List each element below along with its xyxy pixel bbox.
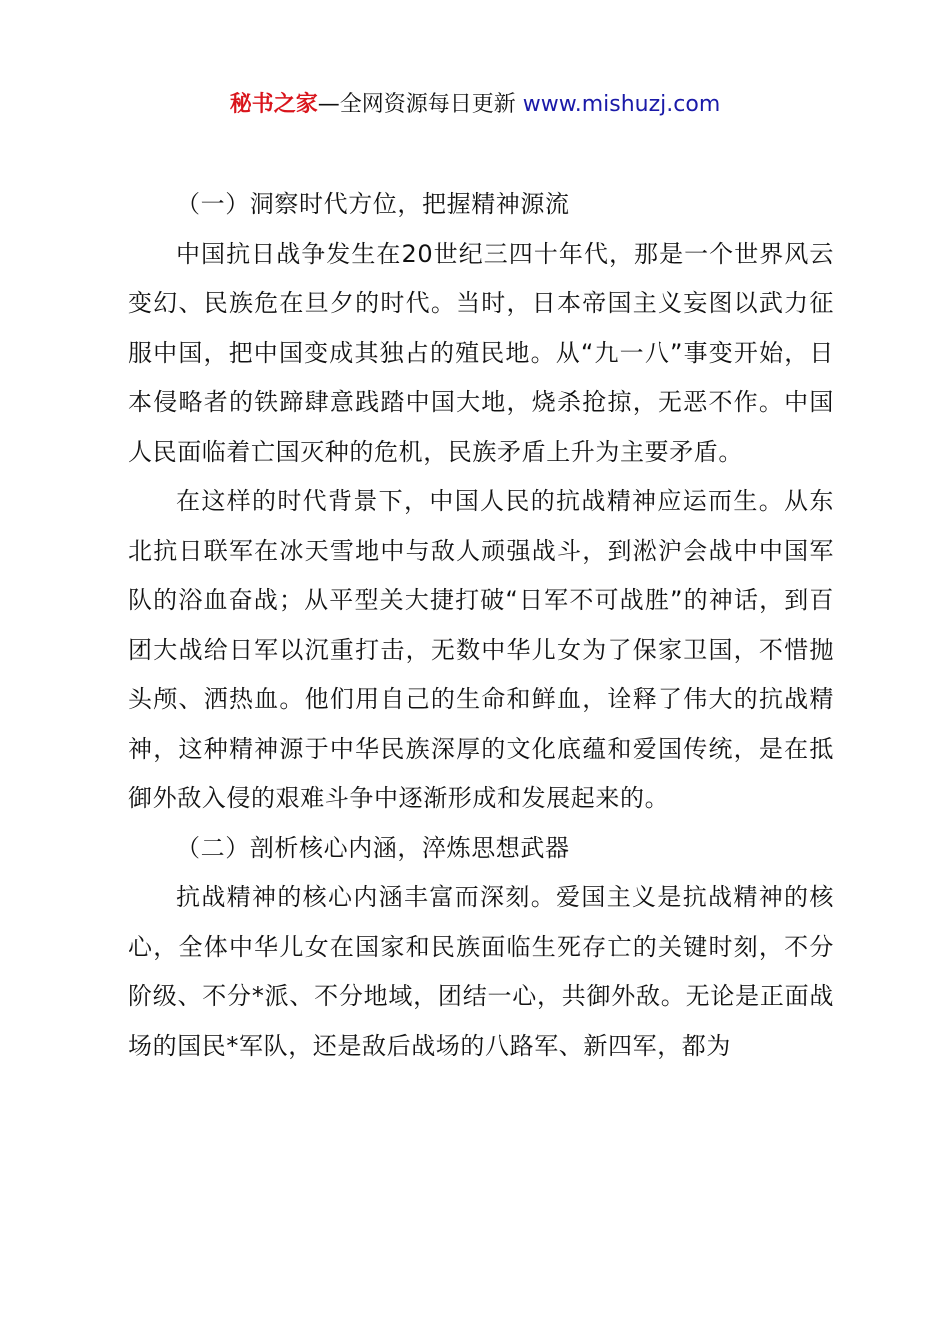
section-1-heading: （一）洞察时代方位，把握精神源流 xyxy=(176,190,570,218)
website-url[interactable]: www.mishuzj.com xyxy=(522,92,721,117)
document-body xyxy=(128,180,834,1071)
brand-name: 秘书之家 xyxy=(229,92,318,117)
section-1-paragraph-1: 中国抗日战争发生在20世纪三四十年代，那是一个世界风云变幻、民族危在旦夕的时代。当时，日本帝国主义妄图以武力征服中国，把中国变成其独占的殖民地。从“九一八”事变开始，日本侵略者的铁蹄肆意践踏中国大地，烧杀抢掠，无恶不作。中国人民面临着亡国灭种的危机，民族矛盾上升为主要矛盾。 xyxy=(128,239,834,466)
header-tagline: —全网资源每日更新 xyxy=(317,92,516,117)
section-1-paragraph-2: 在这样的时代背景下，中国人民的抗战精神应运而生。从东北抗日联军在冰天雪地中与敌人顽强战斗，到淞沪会战中中国军队的浴血奋战；从平型关大捷打破“日军不可战胜”的神话，到百团大战给日军以沉重打击，无数中华儿女为了保家卫国，不惜抛头颅、洒热血。他们用自己的生命和鲜血，诠释了伟大的抗战精神，这种精神源于中华民族深厚的文化底蕴和爱国传统，是在抵御外敌入侵的艰难斗争中逐渐形成和发展起来的。 xyxy=(128,487,834,812)
section-2-heading: （二）剖析核心内涵，淬炼思想武器 xyxy=(176,833,570,862)
page-header xyxy=(0,88,950,122)
section-2-paragraph-1: 抗战精神的核心内涵丰富而深刻。爱国主义是抗战精神的核心，全体中华儿女在国家和民族面临生死存亡的关键时刻，不分阶级、不分*派、不分地域，团结一心，共御外敌。无论是正面战场的国民*军队，还是敌后战场的八路军、新四军，都为 xyxy=(128,883,834,1060)
